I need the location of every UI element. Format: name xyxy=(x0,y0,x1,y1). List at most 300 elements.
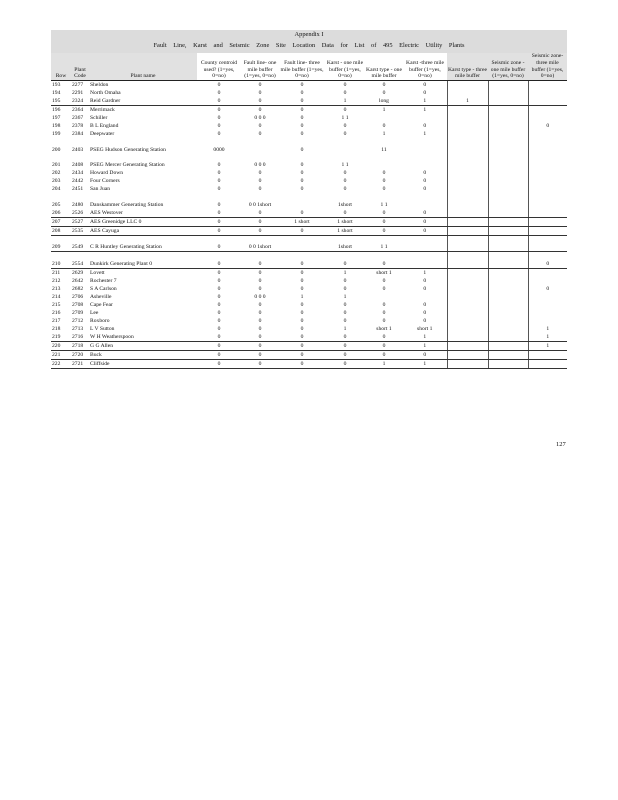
cell-name: Buck xyxy=(89,350,197,359)
cell-karst3: 0 xyxy=(423,285,427,292)
cell-karst3: 0 xyxy=(423,82,427,89)
cell-seis1 xyxy=(488,317,528,325)
cell-name: Danskammer Generating Station xyxy=(90,201,164,208)
cell-seis1 xyxy=(488,81,528,90)
cell-county: 0 xyxy=(217,269,221,276)
cell-ktype3 xyxy=(447,106,488,115)
cell-ktype3 xyxy=(447,154,488,170)
cell-fault1: 0 0 0 xyxy=(254,293,266,300)
cell-karst3 xyxy=(403,252,447,269)
cell-ktype3 xyxy=(447,217,488,226)
table-row xyxy=(51,317,567,325)
cell-fault3: 0 xyxy=(279,350,325,359)
cell-county: 0 xyxy=(217,317,221,324)
cell-karst1: 0 xyxy=(343,90,347,97)
cell-county: 0 xyxy=(217,107,221,114)
cell-karst1: 0 xyxy=(343,178,347,185)
cell-ktype3 xyxy=(447,293,488,301)
cell-code: 2364 xyxy=(72,107,84,114)
table-caption: Fault Line, Karst and Seismic Zone Site Location Data for List of 495 Electric Utility Plants xyxy=(153,42,465,49)
cell-karst1: 0 xyxy=(325,359,365,368)
table-row xyxy=(51,154,567,170)
table-row xyxy=(51,81,567,90)
cell-fault1: 0 xyxy=(258,285,262,292)
cell-ktype1: 0 xyxy=(382,309,386,316)
cell-fault3: 1 short xyxy=(279,217,325,226)
cell-row: 220 xyxy=(51,341,71,350)
cell-seis1 xyxy=(488,185,528,193)
cell-row: 210 xyxy=(51,252,71,269)
cell-row: 196 xyxy=(52,107,61,114)
cell-code: 2378 xyxy=(72,123,84,130)
cell-fault3: 0 xyxy=(300,186,304,193)
table-row xyxy=(51,235,567,252)
cell-seis1 xyxy=(488,138,528,154)
header-plant-name: Plant name xyxy=(89,53,197,81)
cell-karst1: 0 xyxy=(343,123,347,130)
cell-ktype3 xyxy=(447,177,488,185)
cell-name: PSEG Mercer Generating Station xyxy=(90,162,165,169)
cell-seis1 xyxy=(488,226,528,235)
cell-ktype3 xyxy=(447,350,488,359)
cell-row: 221 xyxy=(51,350,71,359)
cell-county: 0 xyxy=(197,333,241,342)
cell-seis3: 1 xyxy=(528,333,567,342)
cell-ktype3: 1 xyxy=(447,97,488,106)
cell-fault3: 0 xyxy=(279,341,325,350)
cell-karst1: 0 xyxy=(343,301,347,308)
cell-code: 2291 xyxy=(72,90,84,97)
cell-ktype1: 0 xyxy=(365,350,403,359)
cell-seis3 xyxy=(528,209,567,218)
cell-seis3: 0 xyxy=(528,285,567,293)
cell-ktype3 xyxy=(447,193,488,209)
cell-fault1: 0 xyxy=(258,309,262,316)
cell-seis1 xyxy=(488,309,528,317)
cell-seis1 xyxy=(488,217,528,226)
cell-county: 0 xyxy=(217,162,221,169)
cell-karst3: 0 xyxy=(423,90,427,97)
cell-seis1 xyxy=(488,285,528,293)
cell-karst1: 0 xyxy=(343,277,347,284)
cell-fault3: 0 xyxy=(300,301,304,308)
cell-row: 204 xyxy=(52,186,61,193)
cell-fault3: 0 xyxy=(300,146,304,153)
cell-county: 0 xyxy=(197,359,241,368)
cell-name: Merrimack xyxy=(90,107,115,114)
cell-seis1 xyxy=(488,293,528,301)
cell-code: 2706 xyxy=(72,293,84,300)
cell-code: 2527 xyxy=(71,217,89,226)
cell-fault1: 0 xyxy=(258,301,262,308)
cell-karst1: 1short xyxy=(325,235,365,252)
cell-ktype1: 0 xyxy=(365,252,403,269)
cell-county: 0 xyxy=(197,217,241,226)
cell-karst1: 0 xyxy=(325,209,365,218)
cell-fault1: 0 xyxy=(258,170,262,177)
cell-ktype3 xyxy=(447,114,488,122)
cell-row: 201 xyxy=(52,162,61,169)
cell-ktype3 xyxy=(447,301,488,309)
cell-seis1 xyxy=(488,130,528,138)
cell-seis1 xyxy=(488,177,528,185)
cell-fault3: 0 xyxy=(300,317,304,324)
cell-karst1: 0 xyxy=(343,131,347,138)
cell-karst3: 1 xyxy=(423,269,427,276)
cell-karst1: 1 xyxy=(343,293,347,300)
cell-seis3 xyxy=(528,217,567,226)
cell-fault1: 0 xyxy=(258,123,262,130)
cell-name: Cliffside xyxy=(89,359,197,368)
cell-row: 199 xyxy=(52,131,61,138)
cell-county: 0 xyxy=(217,82,221,89)
cell-seis3 xyxy=(528,350,567,359)
cell-row: 212 xyxy=(52,277,61,284)
cell-name: PSEG Hudson Generating Station xyxy=(90,146,166,153)
cell-name: AES Greenidge LLC 0 xyxy=(89,217,197,226)
cell-karst3: 1 xyxy=(403,97,447,106)
table-row xyxy=(51,350,567,359)
cell-fault1: 0 xyxy=(241,252,279,269)
cell-karst3 xyxy=(403,138,447,154)
cell-code: 2526 xyxy=(71,209,89,218)
cell-seis3 xyxy=(528,185,567,193)
cell-fault3: 0 xyxy=(279,97,325,106)
cell-karst3: 1 xyxy=(423,107,427,114)
cell-fault1: 0 0 0 xyxy=(254,115,266,122)
cell-seis1 xyxy=(488,122,528,130)
cell-karst3: 0 xyxy=(423,301,427,308)
cell-code: 2535 xyxy=(71,226,89,235)
cell-seis1 xyxy=(488,325,528,333)
table-row xyxy=(51,226,567,235)
cell-seis1 xyxy=(488,350,528,359)
table-row xyxy=(51,217,567,226)
cell-karst3: 0 xyxy=(423,123,427,130)
cell-fault1: 0 xyxy=(241,97,279,106)
table-row xyxy=(51,359,567,368)
cell-seis3 xyxy=(528,81,567,90)
cell-seis3 xyxy=(528,317,567,325)
cell-name: S A Carlson xyxy=(90,285,117,292)
cell-county: 0 xyxy=(217,115,221,122)
cell-karst3: 1 xyxy=(403,333,447,342)
cell-name: AES Cayuga xyxy=(89,226,197,235)
cell-ktype1: 0 xyxy=(382,317,386,324)
table-row xyxy=(51,309,567,317)
cell-seis3 xyxy=(528,309,567,317)
cell-karst3: 0 xyxy=(403,226,447,235)
cell-name: Rochester 7 xyxy=(90,277,117,284)
cell-row: 214 xyxy=(52,293,61,300)
cell-fault3: 0 xyxy=(300,82,304,89)
appendix-title: Appendix I xyxy=(294,31,324,38)
cell-seis1 xyxy=(488,341,528,350)
cell-karst1: 0 xyxy=(325,333,365,342)
cell-karst3: 0 xyxy=(423,277,427,284)
cell-karst1: 0 xyxy=(343,186,347,193)
cell-seis3 xyxy=(528,114,567,122)
cell-seis1 xyxy=(488,169,528,177)
table-row xyxy=(51,301,567,309)
cell-ktype1: 0 xyxy=(382,82,386,89)
cell-seis3 xyxy=(528,169,567,177)
cell-row: 206 xyxy=(51,209,71,218)
cell-code: 2709 xyxy=(72,309,84,316)
header-karst-type-three-mile: Karst type - three mile buffer xyxy=(447,53,488,81)
table-row xyxy=(51,138,567,154)
cell-seis3 xyxy=(528,301,567,309)
cell-county: 0 xyxy=(217,131,221,138)
cell-ktype3 xyxy=(447,138,488,154)
cell-ktype3 xyxy=(447,277,488,285)
cell-county: 0 xyxy=(217,301,221,308)
cell-code: 2716 xyxy=(71,333,89,342)
cell-karst3: 0 xyxy=(423,317,427,324)
cell-county: 0 xyxy=(217,325,221,332)
header-fault-three-mile: Fault line- three mile buffer (1=yes, 0=no) xyxy=(279,53,325,81)
cell-row: 202 xyxy=(52,170,61,177)
cell-ktype1: 0 xyxy=(382,123,386,130)
cell-fault1: 0 0 1short xyxy=(241,235,279,252)
cell-ktype1: 1 xyxy=(382,107,386,114)
cell-karst3: 1 xyxy=(403,341,447,350)
cell-row: 195 xyxy=(51,97,71,106)
cell-code: 2682 xyxy=(72,285,84,292)
cell-fault3: 0 xyxy=(300,123,304,130)
cell-row: 219 xyxy=(51,333,71,342)
cell-ktype1: 11 xyxy=(381,146,387,153)
cell-seis3 xyxy=(528,293,567,301)
cell-ktype1: 0 xyxy=(365,217,403,226)
cell-fault3: 0 xyxy=(300,107,304,114)
cell-name: San Juan xyxy=(90,186,111,193)
cell-karst3: 0 xyxy=(423,170,427,177)
cell-seis1 xyxy=(488,114,528,122)
cell-seis1 xyxy=(488,209,528,218)
cell-fault3: 0 xyxy=(300,115,304,122)
table-row xyxy=(51,325,567,333)
cell-county: 0 xyxy=(217,201,221,208)
cell-row: 209 xyxy=(51,235,71,252)
cell-fault1: 0 xyxy=(258,186,262,193)
header-karst-one-mile: Karst - one mile buffer (1=yes, 0=no) xyxy=(325,53,365,81)
table-row xyxy=(51,130,567,138)
cell-seis1 xyxy=(488,333,528,342)
cell-ktype3 xyxy=(447,359,488,368)
cell-fault1: 0 xyxy=(241,226,279,235)
cell-fault3: 1 xyxy=(300,293,304,300)
cell-code: 2324 xyxy=(71,97,89,106)
cell-code: 2549 xyxy=(71,235,89,252)
cell-fault3: 0 xyxy=(300,269,304,276)
cell-name: Deepwater xyxy=(90,131,115,138)
cell-name: Reid Gardner xyxy=(89,97,197,106)
cell-seis1 xyxy=(488,97,528,106)
cell-fault1: 0 xyxy=(241,341,279,350)
cell-fault1: 0 xyxy=(258,178,262,185)
table-row xyxy=(51,341,567,350)
cell-karst3 xyxy=(403,193,447,209)
cell-fault3: 0 xyxy=(300,309,304,316)
cell-county: 0 xyxy=(217,285,221,292)
cell-name: Asheville xyxy=(90,293,112,300)
cell-code: 2629 xyxy=(72,269,84,276)
cell-karst1: 0 xyxy=(343,309,347,316)
cell-karst3: 0 xyxy=(423,186,427,193)
cell-code: 2718 xyxy=(71,341,89,350)
cell-fault1: 0 xyxy=(241,350,279,359)
cell-ktype3 xyxy=(447,285,488,293)
cell-fault1: 0 xyxy=(258,107,262,114)
cell-karst1: 1 1 xyxy=(341,115,349,122)
cell-row: 200 xyxy=(52,146,61,153)
cell-fault3: 0 xyxy=(300,285,304,292)
cell-row: 217 xyxy=(52,317,61,324)
cell-fault1: 0 xyxy=(258,131,262,138)
table-row xyxy=(51,89,567,97)
header-row-number: Row xyxy=(51,53,71,81)
cell-karst1: 1 xyxy=(343,269,347,276)
cell-fault1: 0 xyxy=(241,209,279,218)
header-karst-three-mile: Karst -three mile buffer (1=yes, 0=no) xyxy=(403,53,447,81)
cell-seis1 xyxy=(488,154,528,170)
cell-code: 2277 xyxy=(72,82,84,89)
header-fault-one-mile: Fault line- one mile buffer (1=yes, 0=no) xyxy=(241,53,279,81)
cell-ktype1: 0 xyxy=(365,333,403,342)
cell-karst1: 0 xyxy=(325,341,365,350)
cell-seis1 xyxy=(488,106,528,115)
cell-ktype1: 1 xyxy=(365,359,403,368)
cell-fault3: 0 xyxy=(300,131,304,138)
cell-seis3 xyxy=(528,235,567,252)
cell-fault3: 0 xyxy=(279,209,325,218)
cell-county: 0 xyxy=(197,350,241,359)
cell-county: 0 xyxy=(217,309,221,316)
cell-row: 215 xyxy=(52,301,61,308)
cell-karst1: 0 xyxy=(343,317,347,324)
table-row xyxy=(51,169,567,177)
table-row xyxy=(51,193,567,209)
cell-ktype3 xyxy=(447,89,488,97)
cell-code: 2712 xyxy=(72,317,84,324)
cell-code: 2408 xyxy=(72,162,84,169)
cell-karst3: 0 xyxy=(423,309,427,316)
cell-ktype1: 0 xyxy=(382,285,386,292)
cell-karst1: 1 xyxy=(343,325,347,332)
cell-seis3 xyxy=(528,130,567,138)
cell-county: 0 xyxy=(217,186,221,193)
cell-code: 2451 xyxy=(72,186,84,193)
cell-seis3 xyxy=(528,268,567,277)
cell-seis1 xyxy=(488,252,528,269)
cell-fault3 xyxy=(279,235,325,252)
cell-seis3 xyxy=(528,154,567,170)
cell-row: 218 xyxy=(52,325,61,332)
cell-ktype3 xyxy=(447,341,488,350)
cell-seis3 xyxy=(528,226,567,235)
cell-name: G G Allen xyxy=(89,341,197,350)
cell-karst3 xyxy=(403,154,447,170)
plant-data-table xyxy=(51,53,567,369)
cell-fault3: 0 xyxy=(300,325,304,332)
cell-ktype1: long xyxy=(365,97,403,106)
cell-code: 2554 xyxy=(71,252,89,269)
cell-ktype3 xyxy=(447,325,488,333)
cell-name: Howard Down xyxy=(90,170,124,177)
cell-ktype1: 1 1 xyxy=(365,235,403,252)
cell-ktype1: 0 xyxy=(382,301,386,308)
header-plant-code: Plant Code xyxy=(71,53,89,81)
cell-county: 0 xyxy=(197,209,241,218)
cell-ktype1: 0 xyxy=(365,209,403,218)
cell-karst1 xyxy=(325,138,365,154)
cell-row: 198 xyxy=(52,123,61,130)
cell-fault3: 0 xyxy=(279,359,325,368)
cell-code: 2720 xyxy=(71,350,89,359)
table-row xyxy=(51,122,567,130)
cell-ktype3 xyxy=(447,309,488,317)
cell-seis1 xyxy=(488,359,528,368)
cell-karst3 xyxy=(403,293,447,301)
cell-fault3: 0 xyxy=(300,162,304,169)
cell-karst3: 0 xyxy=(423,178,427,185)
cell-ktype3 xyxy=(447,185,488,193)
cell-ktype1: 0 xyxy=(365,226,403,235)
cell-name: Lovett xyxy=(90,269,105,276)
cell-karst3: short 1 xyxy=(417,325,433,332)
cell-karst3 xyxy=(403,235,447,252)
cell-karst1: 0 xyxy=(325,252,365,269)
cell-seis3 xyxy=(528,97,567,106)
table-row xyxy=(51,106,567,115)
cell-row: 211 xyxy=(52,269,61,276)
cell-seis3 xyxy=(528,193,567,209)
cell-code: 2721 xyxy=(71,359,89,368)
cell-county: 0 xyxy=(197,341,241,350)
cell-code: 2708 xyxy=(72,301,84,308)
cell-ktype1: 0 xyxy=(382,178,386,185)
cell-name: North Omaha xyxy=(90,90,121,97)
cell-ktype3 xyxy=(447,226,488,235)
cell-name: W H Weatherspoon xyxy=(89,333,197,342)
cell-county: 0 xyxy=(197,252,241,269)
cell-ktype3 xyxy=(447,252,488,269)
cell-ktype1 xyxy=(365,154,403,170)
cell-seis3: 1 xyxy=(528,325,567,333)
cell-county: 0 xyxy=(217,178,221,185)
cell-fault1: 0 xyxy=(258,90,262,97)
cell-karst1: 0 xyxy=(343,170,347,177)
cell-seis3 xyxy=(528,359,567,368)
cell-row: 216 xyxy=(52,309,61,316)
cell-ktype3 xyxy=(447,333,488,342)
cell-name: Four Corners xyxy=(90,178,120,185)
cell-name: Dunkirk Generating Plant 0 xyxy=(89,252,197,269)
cell-code: 2713 xyxy=(72,325,84,332)
cell-seis3 xyxy=(528,277,567,285)
cell-county: 0 xyxy=(217,90,221,97)
cell-fault1: 0 xyxy=(258,277,262,284)
cell-seis3 xyxy=(528,106,567,115)
cell-ktype1 xyxy=(365,114,403,122)
cell-karst1: 0 xyxy=(343,285,347,292)
cell-row: 222 xyxy=(51,359,71,368)
cell-seis3 xyxy=(528,89,567,97)
cell-name: Schiller xyxy=(90,115,108,122)
cell-karst1: 1 short xyxy=(325,217,365,226)
cell-ktype1: 1 1 xyxy=(380,201,388,208)
